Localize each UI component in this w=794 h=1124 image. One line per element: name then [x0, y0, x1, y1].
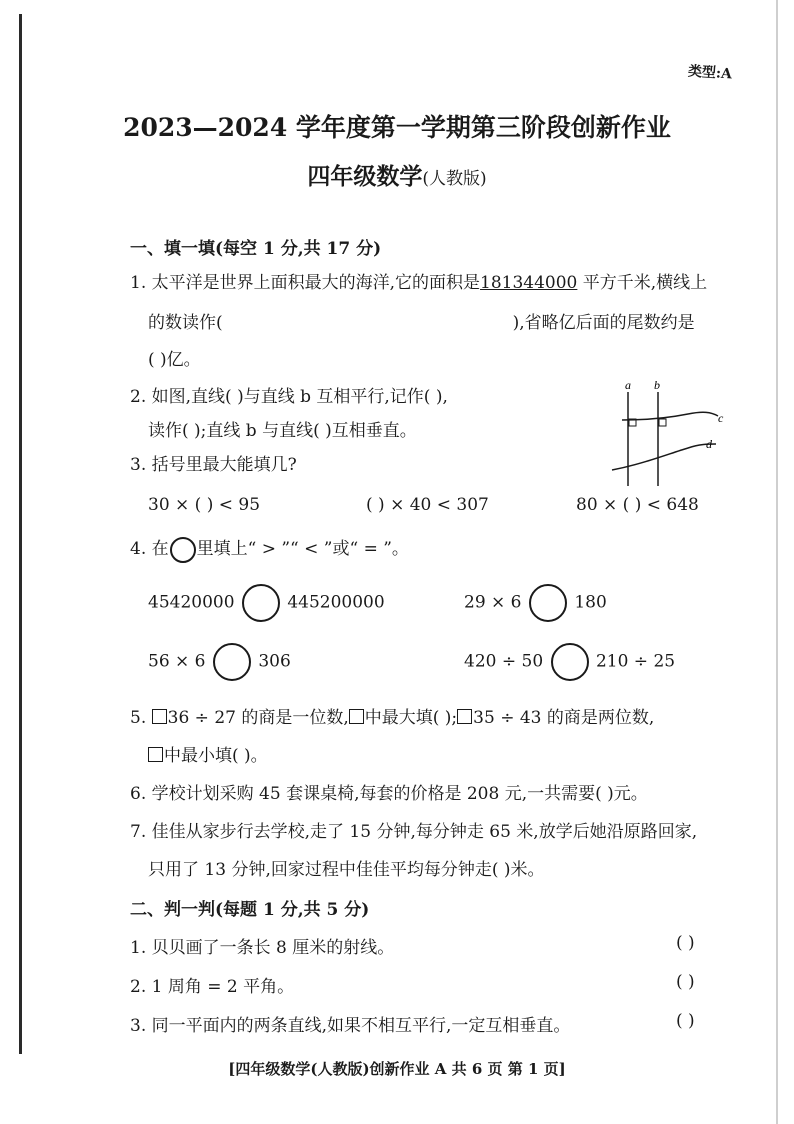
- q3-item3: 80 × ( ) < 648: [576, 495, 699, 515]
- q4-pair1-right: 445200000: [287, 592, 385, 613]
- judge-answer-1[interactable]: ( ): [676, 933, 695, 953]
- judge-item-2: 2. 1 周角 = 2 平角。: [130, 977, 295, 997]
- q6-line: 6. 学校计划采购 45 套课桌椅,每套的价格是 208 元,一共需要( )元。: [130, 784, 648, 804]
- judge-answer-2[interactable]: ( ): [676, 972, 695, 992]
- label-d: d: [706, 437, 712, 451]
- q5-num: 5.: [130, 708, 147, 728]
- page-title: 2023—2024 学年度第一学期第三阶段创新作业: [123, 113, 671, 142]
- q1-line3: ( )亿。: [148, 350, 201, 370]
- q4-pair2: [464, 584, 607, 622]
- q4-pair4-circle[interactable]: [551, 643, 589, 681]
- q4-pair3-right: 306: [258, 651, 291, 672]
- q5-line1-c: 中最大填( );: [364, 708, 458, 728]
- judge-item-1: 1. 贝贝画了一条长 8 厘米的射线。: [130, 938, 395, 958]
- type-tag: 类型:A: [687, 63, 733, 83]
- q5-line1: [130, 703, 654, 728]
- q4-pair2-left: 29 × 6: [464, 592, 522, 613]
- label-a: a: [625, 378, 631, 392]
- q1-line1: [130, 268, 707, 293]
- q5-line2: [148, 741, 268, 766]
- q4-pair3: [148, 643, 291, 681]
- q1-number: 181344000: [480, 273, 578, 293]
- right-angle-mark-b: [659, 419, 666, 426]
- q4-pair3-circle[interactable]: [213, 643, 251, 681]
- q4-pair1: [148, 584, 385, 622]
- q1-line2-b: ),省略亿后面的尾数约是: [512, 313, 695, 333]
- q4-pair2-right: 180: [574, 592, 607, 613]
- q1-line1-a: 1. 太平洋是世界上面积最大的海洋,它的面积是: [130, 273, 481, 293]
- q7-line2: 只用了 13 分钟,回家过程中佳佳平均每分钟走( )米。: [148, 860, 545, 880]
- q5-line1-b: 36 ÷ 27 的商是一位数,: [167, 708, 349, 728]
- q4-pair3-left: 56 × 6: [148, 651, 206, 672]
- q1-line1-b: 平方千米,横线上: [582, 273, 708, 293]
- digit-box-icon: [148, 747, 163, 762]
- q4-line-a: 4. 在: [130, 539, 169, 559]
- q5-line2-text: 中最小填( )。: [164, 746, 268, 766]
- q4-line1: [130, 534, 409, 563]
- compare-circle-icon: [170, 537, 196, 563]
- q2-line1: 2. 如图,直线( )与直线 b 互相平行,记作( ),: [130, 387, 448, 407]
- digit-box-icon: [349, 709, 364, 724]
- subtitle-edition: (人教版): [422, 169, 487, 189]
- page-subtitle: [0, 158, 794, 191]
- q4-pair4-right: 210 ÷ 25: [595, 651, 676, 672]
- judge-answer-3[interactable]: ( ): [676, 1011, 695, 1031]
- subtitle-main: 四年级数学: [307, 163, 423, 190]
- page-footer: [四年级数学(人教版)创新作业 A 共 6 页 第 1 页]: [228, 1060, 566, 1078]
- section1-heading: 一、填一填(每空 1 分,共 17 分): [130, 239, 382, 259]
- q1-line2: [148, 308, 695, 333]
- q5-line1-d: 35 ÷ 43 的商是两位数,: [473, 708, 655, 728]
- q4-pair1-left: 45420000: [148, 592, 235, 613]
- q4-line-b: 里填上“ > ”“ < ”或“ = ”。: [196, 539, 409, 559]
- label-b: b: [654, 378, 660, 392]
- parallel-lines-figure: [608, 378, 728, 490]
- q1-line2-a: 的数读作(: [148, 313, 223, 333]
- section2-heading: 二、判一判(每题 1 分,共 5 分): [130, 900, 370, 920]
- judge-item-3: 3. 同一平面内的两条直线,如果不相互平行,一定互相垂直。: [130, 1016, 571, 1036]
- q4-pair2-circle[interactable]: [529, 584, 567, 622]
- q4-pair4: [464, 643, 675, 681]
- label-c: c: [718, 411, 724, 425]
- digit-box-icon: [152, 709, 167, 724]
- q7-line1: 7. 佳佳从家步行去学校,走了 15 分钟,每分钟走 65 米,放学后她沿原路回家,: [130, 822, 698, 842]
- q3-line1: 3. 括号里最大能填几?: [130, 455, 297, 475]
- q3-item2: ( ) × 40 < 307: [366, 495, 489, 515]
- q3-item1: 30 × ( ) < 95: [148, 495, 261, 515]
- digit-box-icon: [457, 709, 472, 724]
- q4-pair1-circle[interactable]: [242, 584, 280, 622]
- q4-pair4-left: 420 ÷ 50: [464, 651, 544, 672]
- q2-line2: 读作( );直线 b 与直线( )互相垂直。: [148, 421, 417, 441]
